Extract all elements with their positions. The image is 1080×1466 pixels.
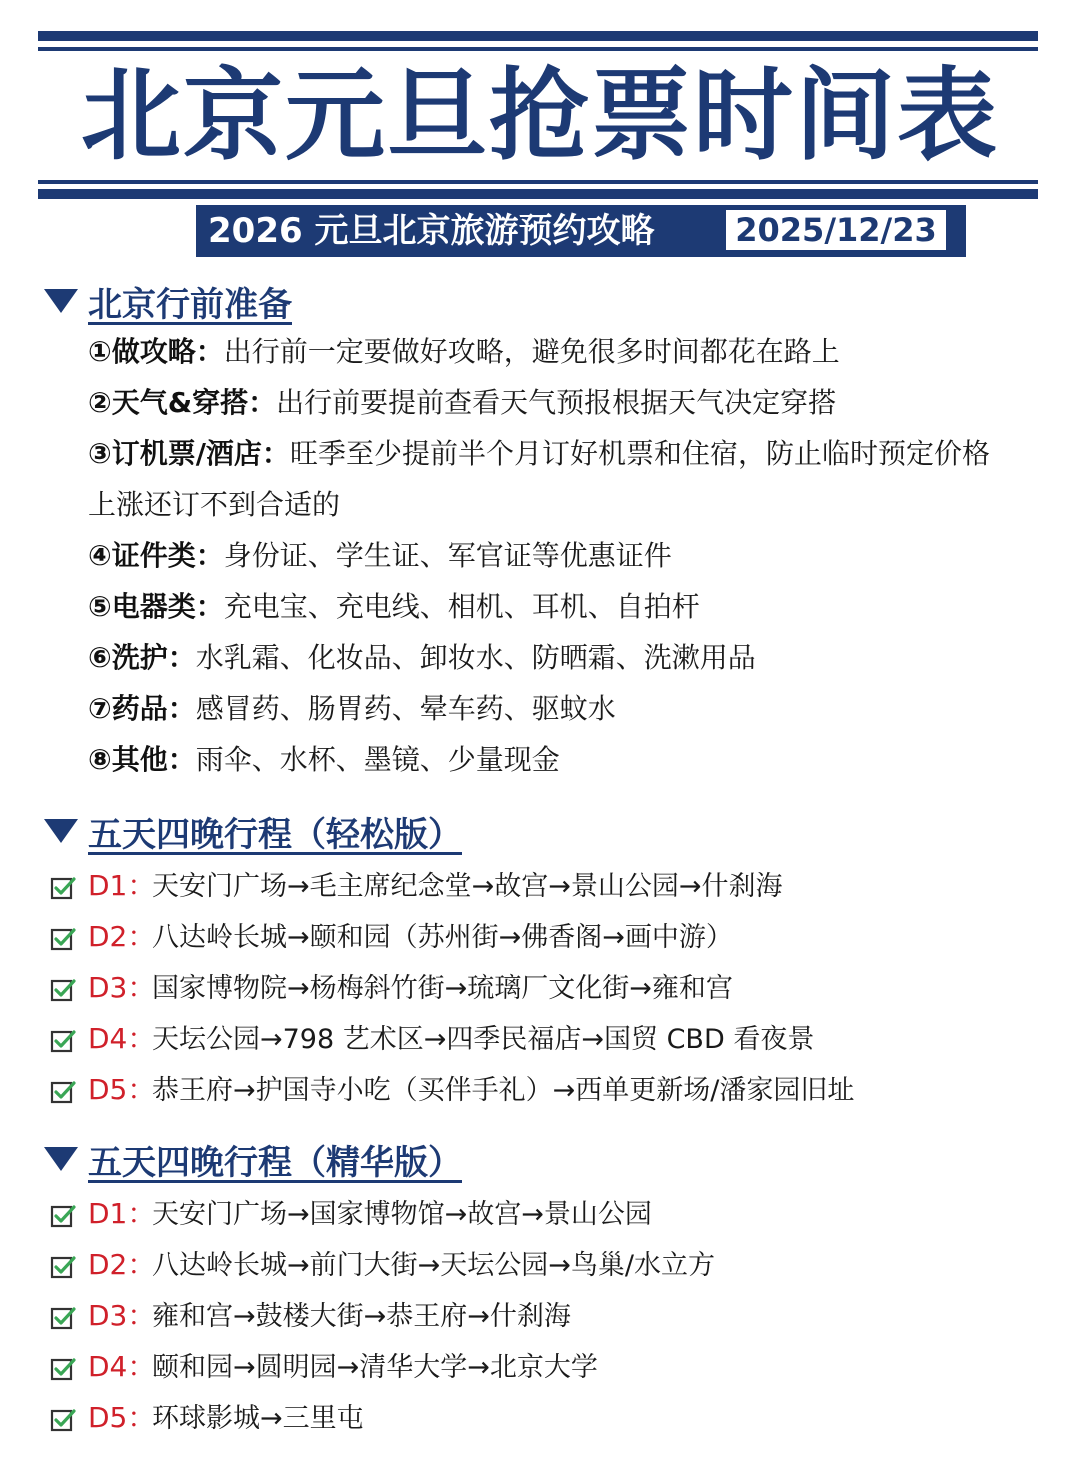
subtitle-bar: [196, 205, 966, 257]
header-rule-bottom-thin: [38, 180, 1038, 184]
prep-item-label: ②天气&穿搭：: [88, 386, 277, 419]
section-heading-easy-plan: [44, 806, 462, 856]
route-text: 天安门广场→毛主席纪念堂→故宫→景山公园→什刹海: [152, 871, 783, 902]
header-rule-top-thick: [38, 31, 1038, 41]
day-label: D1：: [88, 868, 156, 902]
section-heading-preparation: [44, 276, 292, 326]
day-label: D1：: [88, 1196, 156, 1230]
checkbox-checked-icon: [50, 925, 76, 951]
prep-item: [88, 530, 1038, 581]
header-rule-bottom-thick: [38, 189, 1038, 199]
prep-item: [88, 683, 1038, 734]
day-label: D4：: [88, 1021, 156, 1055]
checkbox-checked-icon: [50, 976, 76, 1002]
itinerary-row: [50, 960, 733, 1011]
page-title: 北京元旦抢票时间表: [81, 57, 999, 174]
prep-item-continuation: [88, 479, 1038, 530]
route-text: 环球影城→三里屯: [152, 1403, 364, 1434]
prep-item-label: ⑦药品：: [88, 692, 196, 725]
route-text: 雍和宫→鼓楼大街→恭王府→什刹海: [152, 1301, 571, 1332]
route-text: 八达岭长城→颐和园（苏州街→佛香阁→画中游）: [152, 922, 733, 953]
prep-item-text: 水乳霜、化妆品、卸妆水、防晒霜、洗漱用品: [195, 641, 756, 674]
triangle-down-icon: [44, 1147, 78, 1171]
route-text: 天坛公园→798 艺术区→四季民福店→国贸 CBD 看夜景: [152, 1024, 815, 1055]
checkbox-checked-icon: [50, 1355, 76, 1381]
day-label: D2：: [88, 1247, 156, 1281]
day-label: D2：: [88, 919, 156, 953]
day-label: D4：: [88, 1349, 156, 1383]
itinerary-row: [50, 1288, 571, 1339]
prep-item-text: 感冒药、肠胃药、晕车药、驱蚊水: [195, 692, 616, 725]
header-rule-top-thin: [38, 47, 1038, 51]
prep-item-label: ④证件类：: [88, 539, 224, 572]
itinerary-row: [50, 1062, 854, 1113]
itinerary-row: [50, 1186, 652, 1237]
route-text: 颐和园→圆明园→清华大学→北京大学: [152, 1352, 598, 1383]
checkbox-checked-icon: [50, 1027, 76, 1053]
subtitle: 2026 元旦北京旅游预约攻略: [208, 211, 655, 251]
section-title: 五天四晚行程（精华版）: [88, 1142, 462, 1183]
checkbox-checked-icon: [50, 1406, 76, 1432]
section-heading-essence-plan: [44, 1134, 462, 1184]
prep-item-text: 上涨还订不到合适的: [88, 488, 341, 521]
itinerary-row: [50, 1011, 814, 1062]
route-text: 国家博物院→杨梅斜竹街→琉璃厂文化街→雍和宫: [152, 973, 733, 1004]
section-title: 北京行前准备: [88, 284, 292, 325]
prep-item-text: 雨伞、水杯、墨镜、少量现金: [195, 743, 560, 776]
itinerary-row: [50, 909, 733, 960]
prep-item: [88, 428, 1038, 479]
section-title: 五天四晚行程（轻松版）: [88, 814, 462, 855]
prep-item-text: 出行前一定要做好攻略，避免很多时间都花在路上: [223, 335, 840, 368]
prep-item: [88, 326, 1038, 377]
checkbox-checked-icon: [50, 1202, 76, 1228]
checkbox-checked-icon: [50, 1078, 76, 1104]
itinerary-row: [50, 1390, 364, 1441]
prep-item-text: 身份证、学生证、军官证等优惠证件: [223, 539, 672, 572]
checkbox-checked-icon: [50, 874, 76, 900]
prep-item-text: 充电宝、充电线、相机、耳机、自拍杆: [223, 590, 700, 623]
triangle-down-icon: [44, 819, 78, 843]
route-text: 八达岭长城→前门大街→天坛公园→鸟巢/水立方: [152, 1250, 715, 1281]
prep-item-label: ①做攻略：: [88, 335, 224, 368]
prep-item-label: ③订机票/酒店：: [88, 437, 290, 470]
prep-item: [88, 581, 1038, 632]
prep-item-text: 出行前要提前查看天气预报根据天气决定穿搭: [276, 386, 837, 419]
prep-item: [88, 734, 1038, 785]
prep-item-label: ⑥洗护：: [88, 641, 196, 674]
itinerary-row: [50, 1237, 715, 1288]
day-label: D5：: [88, 1400, 156, 1434]
day-label: D5：: [88, 1072, 156, 1106]
prep-item-label: ⑤电器类：: [88, 590, 224, 623]
prep-item-text: 旺季至少提前半个月订好机票和住宿，防止临时预定价格: [289, 437, 990, 470]
prep-item: [88, 632, 1038, 683]
date-badge: 2025/12/23: [726, 210, 946, 250]
route-text: 天安门广场→国家博物馆→故宫→景山公园: [152, 1199, 652, 1230]
prep-item-label: ⑧其他：: [88, 743, 196, 776]
day-label: D3：: [88, 1298, 156, 1332]
checkbox-checked-icon: [50, 1304, 76, 1330]
triangle-down-icon: [44, 289, 78, 313]
prep-item: [88, 377, 1038, 428]
checkbox-checked-icon: [50, 1253, 76, 1279]
route-text: 恭王府→护国寺小吃（买伴手礼）→西单更新场/潘家园旧址: [152, 1075, 855, 1106]
itinerary-row: [50, 858, 783, 909]
itinerary-row: [50, 1339, 598, 1390]
day-label: D3：: [88, 970, 156, 1004]
